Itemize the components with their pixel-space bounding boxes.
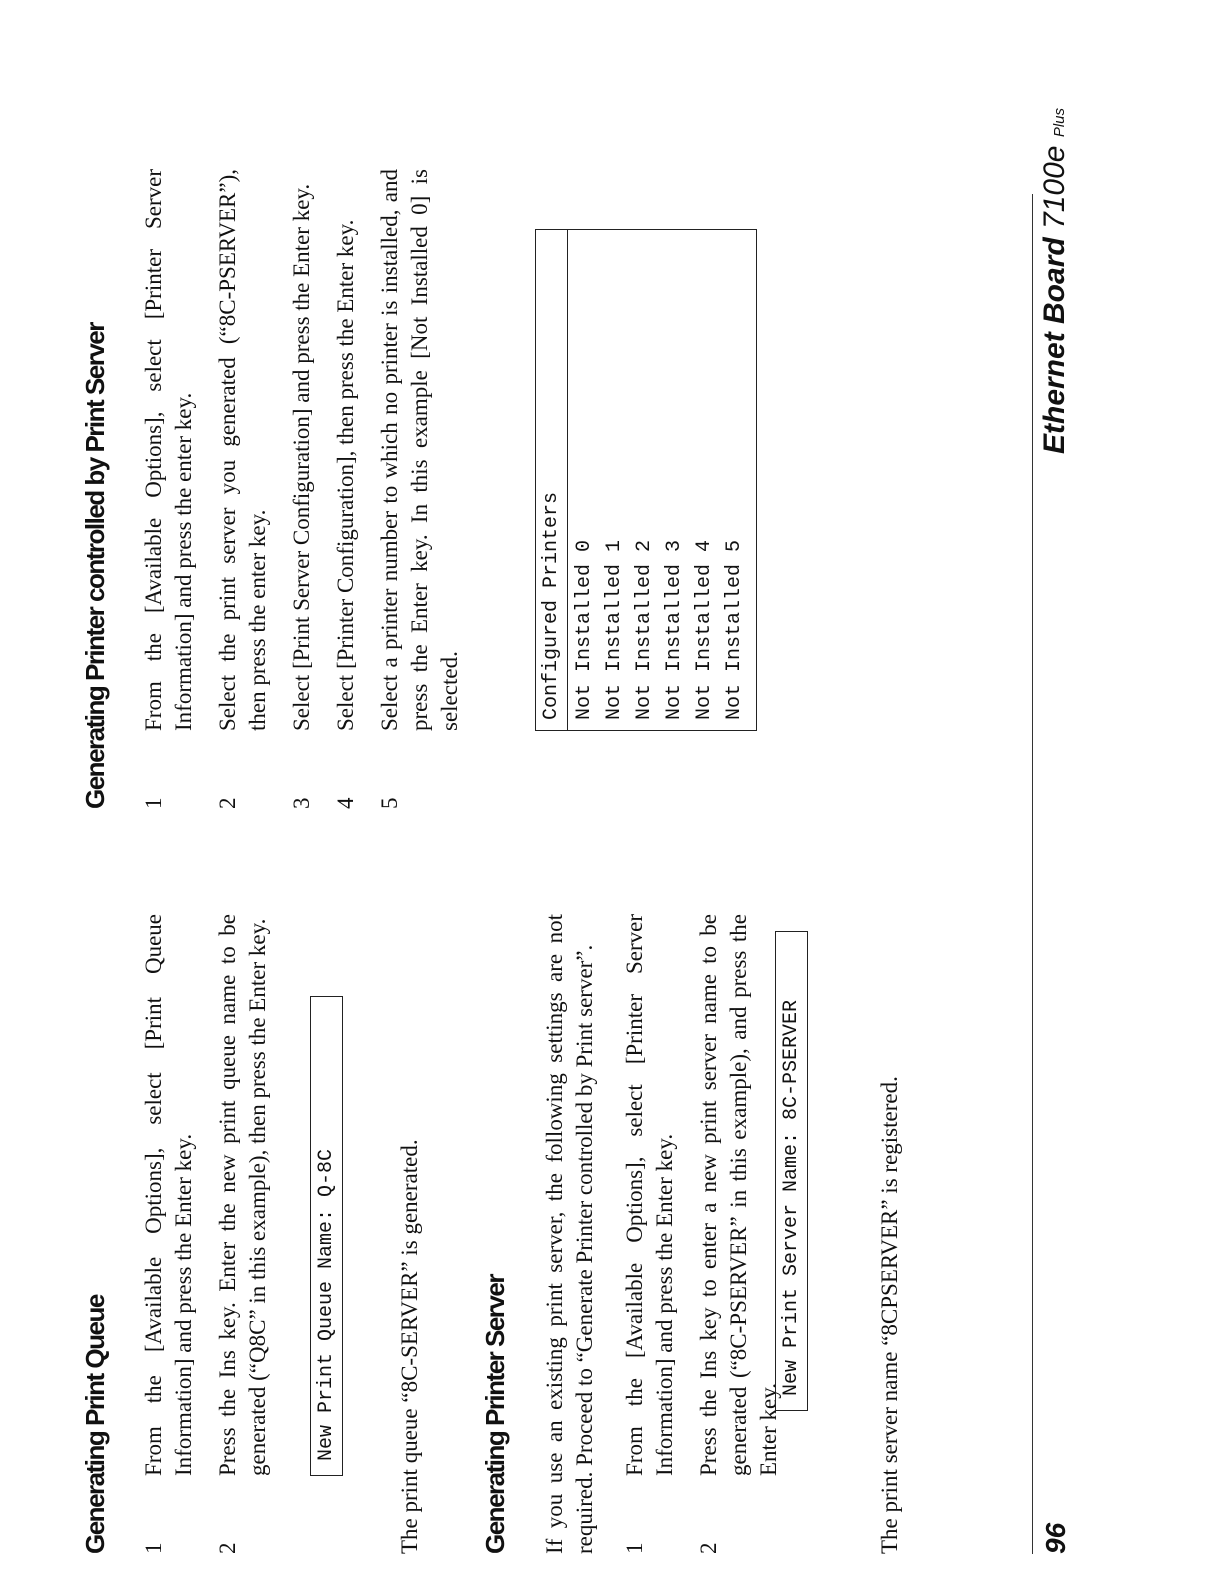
- step-number: 5: [377, 797, 402, 809]
- printer-row: Not Installed 1: [603, 539, 626, 720]
- footer-title-model: 7100e: [1038, 145, 1071, 229]
- step-text: Press the Ins key to enter a new print server name to be generated (“8C-PSERVER” in this example), and press the Enter key.: [696, 914, 781, 1476]
- step-number: 3: [289, 797, 314, 809]
- footer-title-name: Ethernet Board: [1038, 237, 1071, 454]
- server-steps-list: [620, 914, 798, 1554]
- heading-generating-print-queue: Generating Print Queue: [80, 1295, 110, 1554]
- list-item: [213, 169, 273, 809]
- footer-rule: [1032, 194, 1033, 1554]
- step-text: Press the Ins key. Enter the new print queue name to be generated (“Q8C” in this example), then press the Enter key.: [215, 914, 270, 1476]
- printer-steps-list: [139, 169, 465, 809]
- heading-generating-printer-controlled: Generating Printer controlled by Print Server: [80, 323, 110, 809]
- list-item: [331, 169, 361, 809]
- step-text: From the [Available Options], select [Print Queue Information] and press the Enter key.: [141, 914, 196, 1476]
- configured-printers-header: Configured Printers: [536, 230, 568, 730]
- step-text: Select the print server you generated (“8C-PSERVER”), then press the enter key.: [215, 169, 270, 731]
- list-item: [139, 169, 199, 809]
- queue-steps-list: [139, 914, 273, 1554]
- step-text: From the [Available Options], select [Printer Server Information] and press the enter key.: [141, 169, 196, 731]
- footer-title-suffix: Plus: [1051, 107, 1068, 138]
- printer-row: Not Installed 4: [693, 539, 716, 720]
- list-item: [620, 914, 680, 1554]
- list-item: [287, 169, 317, 809]
- print-server-name-box: New Print Server Name: 8C-PSERVER: [775, 931, 808, 1411]
- step-number: 2: [215, 1542, 240, 1554]
- list-item: [213, 914, 273, 1554]
- queue-result-text: The print queue “8C-SERVER” is generated.: [397, 1139, 422, 1554]
- step-number: 2: [696, 1542, 721, 1554]
- page-number: 96: [1040, 1522, 1071, 1554]
- step-text: Select [Printer Configuration], then press the Enter key.: [333, 219, 358, 731]
- printer-row: Not Installed 0: [573, 539, 596, 720]
- step-number: 4: [333, 797, 358, 809]
- configured-printers-box: [535, 229, 757, 731]
- printer-row: Not Installed 2: [633, 539, 656, 720]
- step-number: 1: [141, 797, 166, 809]
- step-number: 1: [141, 1542, 166, 1554]
- list-item: [139, 914, 199, 1554]
- printer-row: Not Installed 3: [663, 539, 686, 720]
- configured-printers-list: [568, 230, 756, 730]
- heading-generating-printer-server: Generating Printer Server: [480, 1275, 510, 1554]
- printer-row: Not Installed 5: [723, 539, 746, 720]
- right-column: [80, 169, 980, 809]
- step-text: Select [Print Server Configuration] and press the Enter key.: [289, 183, 314, 731]
- server-result-text: The print server name “8CPSERVER” is registered.: [877, 1076, 902, 1554]
- left-column: [80, 914, 980, 1554]
- footer-product-title: [1038, 108, 1072, 454]
- step-number: 1: [622, 1542, 647, 1554]
- list-item: [375, 169, 465, 809]
- server-intro-text: If you use an existing print server, the following settings are not required. Proceed to “Generate Printer controlled by Print server”.: [542, 914, 597, 1554]
- step-text: From the [Available Options], select [Printer Server Information] and press the Enter key.: [622, 914, 677, 1476]
- step-text: Select a printer number to which no printer is installed, and press the Enter key. In this example [Not Installed 0] is selected.: [377, 169, 462, 731]
- list-item: [694, 914, 784, 1554]
- step-number: 2: [215, 797, 240, 809]
- print-queue-name-box: New Print Queue Name: Q-8C: [310, 996, 343, 1476]
